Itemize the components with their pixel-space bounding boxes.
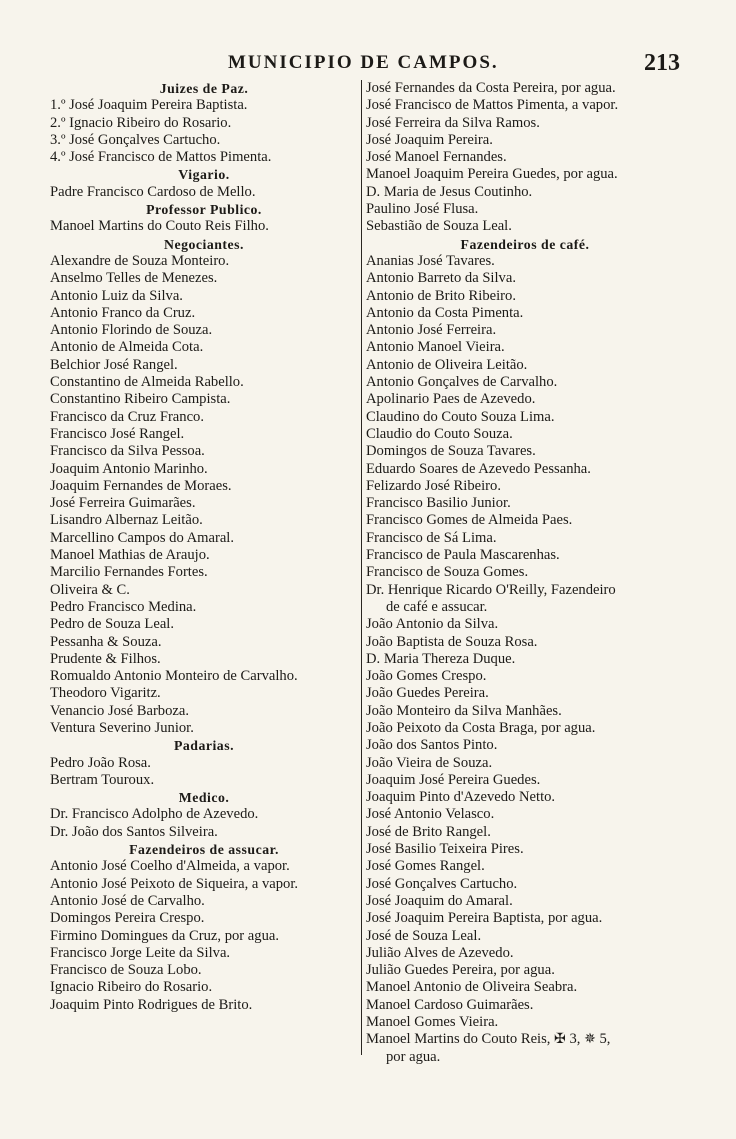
list-item: D. Maria Thereza Duque. [366, 650, 516, 667]
list-item: José Ferreira Guimarães. [50, 495, 196, 512]
star-symbol-icon: ✵ [584, 1031, 596, 1048]
list-item: Ananias José Tavares. [366, 252, 495, 269]
list-item: Antonio Franco da Cruz. [50, 304, 196, 321]
list-item: Pedro de Souza Leal. [50, 616, 175, 633]
list-item: Joaquim Fernandes de Moraes. [50, 477, 232, 494]
last-item-text: Manoel Martins do Couto Reis, [366, 1031, 555, 1048]
list-item: José Joaquim Pereira Baptista, por agua. [366, 910, 603, 927]
list-item: José Gomes Rangel. [366, 858, 485, 875]
list-item: Antonio de Oliveira Leitão. [366, 356, 528, 373]
list-item: Lisandro Albernaz Leitão. [50, 512, 203, 529]
list-item: José Joaquim do Amaral. [366, 892, 513, 909]
list-item: João Monteiro da Silva Manhães. [366, 702, 562, 719]
list-item: José Ferreira da Silva Ramos. [366, 114, 540, 131]
list-item: Theodoro Vigaritz. [50, 685, 161, 702]
list-item: José Gonçalves Cartucho. [366, 875, 518, 892]
list-item: Manoel Mathias de Araujo. [50, 547, 210, 564]
list-item: Francisco de Souza Gomes. [366, 564, 529, 581]
list-item-oreilly: Dr. Henrique Ricardo O'Reilly, Fazendeiro [366, 581, 616, 598]
list-item: Antonio Barreto da Silva. [366, 270, 516, 287]
section-heading-padarias: Padarias. [173, 738, 235, 754]
list-item: Marcellino Campos do Amaral. [50, 529, 235, 546]
list-item: Pedro Francisco Medina. [50, 598, 197, 615]
list-item: João Vieira de Souza. [366, 754, 493, 771]
list-item: Constantino de Almeida Rabello. [50, 374, 244, 391]
assucar-continued-list [366, 80, 684, 236]
last-item-count-2: 5, [595, 1031, 611, 1048]
list-item: Domingos de Souza Tavares. [366, 443, 536, 460]
list-item: José Joaquim Pereira. [366, 131, 493, 148]
list-item: Julião Guedes Pereira, por agua. [366, 962, 555, 979]
list-item: Antonio José Ferreira. [366, 322, 497, 339]
list-item: José de Brito Rangel. [366, 823, 491, 840]
list-item: Antonio Luiz da Silva. [50, 287, 183, 304]
list-item: Antonio de Brito Ribeiro. [366, 287, 516, 304]
list-item: João Peixoto da Costa Braga, por agua. [366, 719, 596, 736]
list-item: João Guedes Pereira. [366, 685, 489, 702]
list-item: 3.º José Gonçalves Cartucho. [50, 131, 221, 148]
list-item: José de Souza Leal. [366, 927, 482, 944]
negociantes-list [50, 253, 358, 737]
list-item: Francisco de Sá Lima. [366, 529, 497, 546]
list-item: Dr. João dos Santos Silveira. [50, 823, 218, 840]
list-item: Manoel Gomes Vieira. [366, 1014, 499, 1031]
fazendeiros-assucar-list [50, 858, 358, 1014]
list-item-last [366, 1031, 684, 1048]
list-item: Antonio Gonçalves de Carvalho. [366, 374, 558, 391]
list-item: Francisco Gomes de Almeida Paes. [366, 512, 573, 529]
list-item: João Gomes Crespo. [366, 668, 487, 685]
section-heading-vigario: Vigario. [178, 167, 230, 183]
medico-list [50, 806, 358, 841]
list-item: Manoel Cardoso Guimarães. [366, 996, 534, 1013]
list-item: Claudino do Couto Souza Lima. [366, 408, 555, 425]
section-heading-negociantes: Negociantes. [164, 236, 244, 252]
cross-symbol-icon: ✠ [554, 1031, 566, 1048]
list-item: Pessanha & Souza. [50, 633, 162, 650]
section-heading-fazendeiros-cafe: Fazendeiros de café. [460, 236, 590, 252]
list-item-oreilly-continued: de café e assucar. [386, 598, 488, 615]
list-item: Dr. Francisco Adolpho de Azevedo. [50, 806, 259, 823]
list-item: Antonio José Peixoto de Siqueira, a vapor. [50, 875, 299, 892]
list-item: José Antonio Velasco. [366, 806, 495, 823]
list-item: Francisco José Rangel. [50, 425, 185, 442]
list-item: Francisco da Cruz Franco. [50, 408, 204, 425]
list-item: Apolinario Paes de Azevedo. [366, 391, 536, 408]
list-item: Claudio do Couto Souza. [366, 425, 513, 442]
list-item: Joaquim Pinto d'Azevedo Netto. [366, 789, 556, 806]
running-head [0, 52, 736, 80]
list-item: Marcilio Fernandes Fortes. [50, 564, 208, 581]
list-item: Ignacio Ribeiro do Rosario. [50, 979, 213, 996]
list-item: 2.º Ignacio Ribeiro do Rosario. [50, 114, 232, 131]
list-item: Padre Francisco Cardoso de Mello. [50, 183, 256, 200]
column-divider [361, 80, 362, 1055]
list-item: Domingos Pereira Crespo. [50, 910, 205, 927]
last-item-count-1: 3, [565, 1031, 585, 1048]
list-item: Romualdo Antonio Monteiro de Carvalho. [50, 668, 298, 685]
list-item: D. Maria de Jesus Coutinho. [366, 183, 533, 200]
list-item: Felizardo José Ribeiro. [366, 477, 501, 494]
list-item: Antonio da Costa Pimenta. [366, 304, 524, 321]
fazendeiros-cafe-list-a [366, 253, 684, 582]
list-item: Pedro João Rosa. [50, 754, 151, 771]
list-item: Constantino Ribeiro Campista. [50, 391, 231, 408]
list-item: Julião Alves de Azevedo. [366, 944, 514, 961]
list-item: Bertram Touroux. [50, 771, 155, 788]
list-item: Paulino José Flusa. [366, 201, 479, 218]
professor-list [50, 218, 358, 235]
list-item: Manoel Antonio de Oliveira Seabra. [366, 979, 578, 996]
list-item: José Manoel Fernandes. [366, 149, 507, 166]
padarias-list [50, 755, 358, 790]
list-item: Firmino Domingues da Cruz, por agua. [50, 927, 280, 944]
list-item: Antonio Florindo de Souza. [50, 322, 213, 339]
list-item: Antonio José Coelho d'Almeida, a vapor. [50, 858, 290, 875]
section-heading-juizes: Juizes de Paz. [159, 81, 249, 96]
list-item: Joaquim Antonio Marinho. [50, 460, 208, 477]
list-item: João Antonio da Silva. [366, 616, 499, 633]
list-item: João dos Santos Pinto. [366, 737, 498, 754]
running-title: MUNICIPIO DE CAMPOS. [228, 52, 499, 73]
list-item: 4.º José Francisco de Mattos Pimenta. [50, 149, 272, 166]
vigario-list [50, 184, 358, 201]
list-item: Antonio de Almeida Cota. [50, 339, 204, 356]
list-item: Antonio José de Carvalho. [50, 892, 205, 909]
section-heading-professor: Professor Publico. [146, 202, 262, 218]
list-item: José Francisco de Mattos Pimenta, a vapor. [366, 97, 619, 114]
list-item: Manoel Martins do Couto Reis Filho. [50, 218, 269, 235]
list-item: João Baptista de Souza Rosa. [366, 633, 538, 650]
list-item: Anselmo Telles de Menezes. [50, 270, 218, 287]
list-item: Alexandre de Souza Monteiro. [50, 252, 230, 269]
list-item: Antonio Manoel Vieira. [366, 339, 505, 356]
list-item: Joaquim Pinto Rodrigues de Brito. [50, 996, 253, 1013]
page-number: 213 [644, 50, 680, 76]
list-item: Ventura Severino Junior. [50, 719, 194, 736]
list-item: Manoel Joaquim Pereira Guedes, por agua. [366, 166, 618, 183]
list-item-last-continued: por agua. [386, 1048, 441, 1065]
list-item: Venancio José Barboza. [50, 702, 189, 719]
list-item: José Basilio Teixeira Pires. [366, 841, 524, 858]
list-item: Francisco Basilio Junior. [366, 495, 511, 512]
list-item: Eduardo Soares de Azevedo Pessanha. [366, 460, 591, 477]
fazendeiros-cafe-list-b [366, 616, 684, 1031]
juizes-list [50, 97, 358, 166]
section-heading-medico: Medico. [178, 790, 230, 806]
list-item: 1.º José Joaquim Pereira Baptista. [50, 97, 248, 114]
list-item: Oliveira & C. [50, 581, 130, 598]
section-heading-fazendeiros-assucar: Fazendeiros de assucar. [129, 842, 279, 858]
list-item: Francisco Jorge Leite da Silva. [50, 944, 231, 961]
left-column [50, 80, 358, 1014]
list-item: Francisco de Paula Mascarenhas. [366, 547, 560, 564]
list-item: Joaquim José Pereira Guedes. [366, 771, 541, 788]
list-item: Belchior José Rangel. [50, 356, 178, 373]
list-item: Prudente & Filhos. [50, 650, 161, 667]
list-item: Francisco da Silva Pessoa. [50, 443, 205, 460]
list-item: Francisco de Souza Lobo. [50, 962, 202, 979]
right-column [366, 80, 684, 1066]
list-item: Sebastião de Souza Leal. [366, 218, 512, 235]
list-item: José Fernandes da Costa Pereira, por agua. [366, 80, 616, 96]
